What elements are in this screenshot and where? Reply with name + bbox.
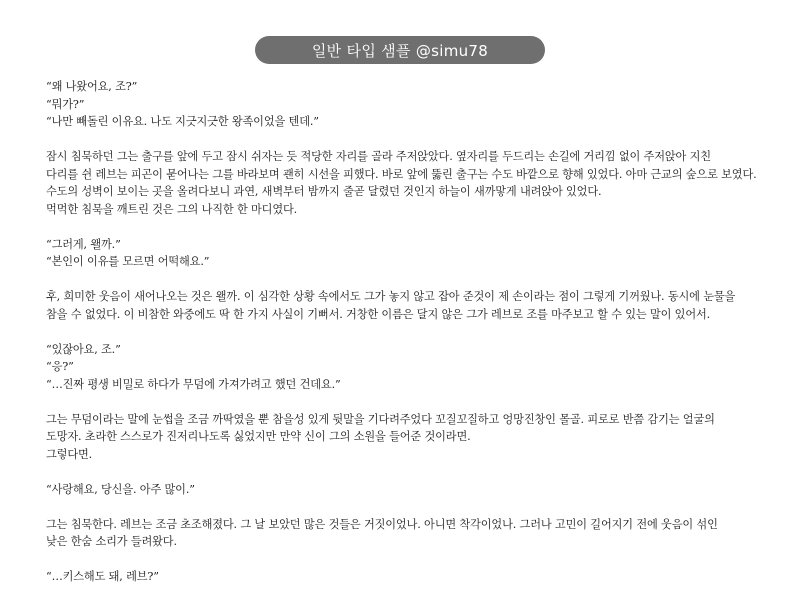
text-line: “본인이 이유를 모르면 어떡해요.” <box>46 255 210 268</box>
text-line: 도망자. 초라한 스스로가 진저리나도록 싫었지만 만약 신이 그의 소원을 들어준 것이라면. <box>46 430 471 443</box>
document-title-badge <box>255 36 545 64</box>
paragraph <box>46 341 758 394</box>
text-line: 잠시 침묵하던 그는 출구를 앞에 두고 잠시 쉬자는 듯 적당한 자리를 골라 주저앉았다. 옆자리를 두드리는 손길에 거리낌 없이 주저앉아 지친 <box>46 150 711 163</box>
paragraph <box>46 78 758 131</box>
paragraph <box>46 568 758 586</box>
text-line: 참을 수 없었다. 이 비참한 와중에도 딱 한 가지 사실이 기뻐서. 거창한 이름은 달지 않은 그가 레브로 조를 마주보고 할 수 있는 말이 있어서. <box>46 307 711 321</box>
text-line: “그러게, 왤까.” <box>46 237 121 251</box>
text-line: 수도의 성벽이 보이는 곳을 올려다보니 과연, 새벽부터 밤까지 줄곧 달렸던 것인지 하늘이 새까맣게 내려앉아 있었다. <box>46 185 602 198</box>
text-line: “…키스해도 돼, 레브?” <box>46 570 159 583</box>
paragraph <box>46 236 758 271</box>
paragraph <box>46 411 758 464</box>
text-line: 그는 침묵한다. 레브는 조금 초조해졌다. 그 날 보았던 많은 것들은 거짓이었나. 아니면 착각이었나. 그러나 고민이 길어지기 전에 웃음이 섞인 <box>46 517 718 531</box>
text-line: 그렇다면. <box>46 447 93 461</box>
text-line: 그는 무덤이라는 말에 눈썹을 조금 까딱였을 뿐 참을성 있게 뒷말을 기다려주었다 꼬질꼬질하고 엉망진창인 몰골. 피로로 반쯤 감기는 얼굴의 <box>46 412 715 426</box>
paragraph <box>46 481 758 499</box>
paragraph <box>46 288 758 323</box>
text-line: “나만 빼돌린 이유요. 나도 지긋지긋한 왕족이었을 텐데.” <box>46 115 319 128</box>
paragraph <box>46 148 758 218</box>
text-line: 낮은 한숨 소리가 들려왔다. <box>46 535 177 548</box>
text-line: “뭐가?” <box>46 97 85 111</box>
text-line: “왜 나왔어요, 조?” <box>46 80 138 93</box>
document-body <box>46 78 758 603</box>
text-line: 다리를 쉰 레브는 피곤이 묻어나는 그를 바라보며 괜히 시선을 피했다. 바로 앞에 뚫린 출구는 수도 바깥으로 향해 있었다. 아마 근교의 숲으로 보였다. <box>46 167 757 181</box>
text-line: “있잖아요, 조.” <box>46 342 121 356</box>
text-line: “…진짜 평생 비밀로 하다가 무덤에 가져가려고 했던 건데요.” <box>46 377 341 391</box>
document-title: 일반 타입 샘플 @simu78 <box>311 41 489 60</box>
text-line: “사랑해요, 당신을. 아주 많이.” <box>46 482 195 496</box>
text-line: “응?” <box>46 360 74 373</box>
text-line: 먹먹한 침묵을 깨트린 것은 그의 나직한 한 마디였다. <box>46 202 298 216</box>
paragraph <box>46 516 758 551</box>
text-line: 후, 희미한 웃음이 새어나오는 것은 왤까. 이 심각한 상황 속에서도 그가 놓지 않고 잡아 준것이 제 손이라는 점이 그렇게 기꺼웠나. 동시에 눈물을 <box>46 290 736 303</box>
